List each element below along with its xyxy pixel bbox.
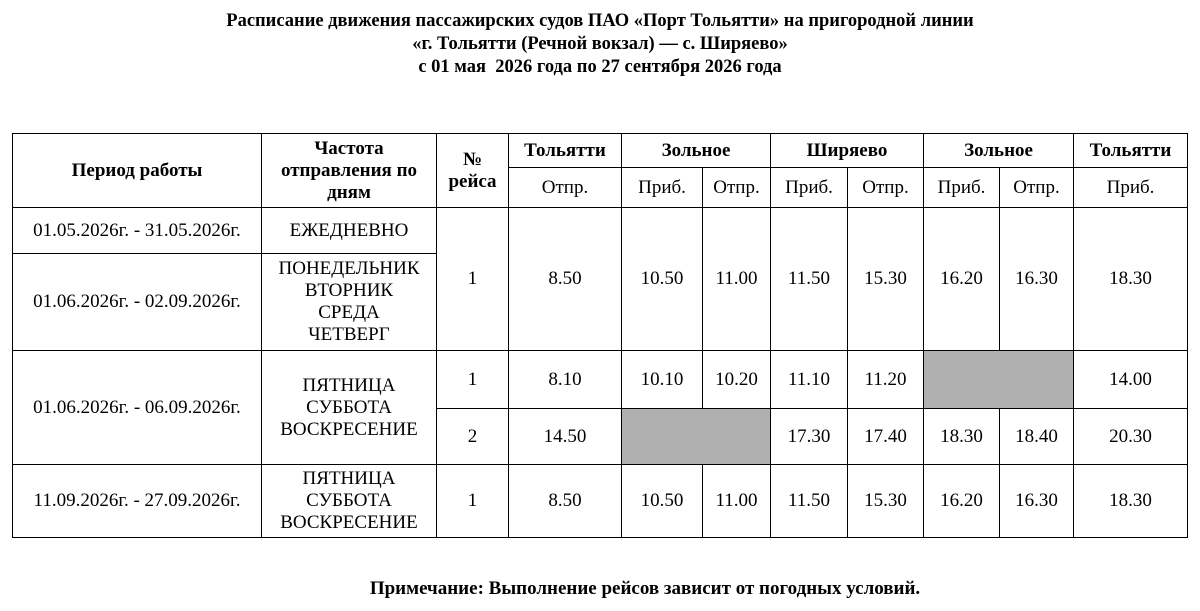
- time-cell: 11.00: [703, 208, 771, 351]
- time-cell: 20.30: [1074, 409, 1188, 465]
- weather-note: Примечание: Выполнение рейсов зависит от погодных условий.: [369, 578, 921, 599]
- time-cell: 18.30: [1074, 465, 1188, 538]
- sub-arrive: Приб.: [622, 168, 703, 208]
- time-cell: 10.10: [622, 351, 703, 409]
- time-cell: 8.50: [509, 465, 622, 538]
- sub-depart: Отпр.: [703, 168, 771, 208]
- time-cell: 16.30: [1000, 208, 1074, 351]
- time-cell: 11.10: [771, 351, 848, 409]
- sub-arrive: Приб.: [1074, 168, 1188, 208]
- time-cell: 10.50: [622, 465, 703, 538]
- time-cell: 10.50: [622, 208, 703, 351]
- header-frequency: Частота отправления по дням: [262, 134, 437, 208]
- days-cell: ПОНЕДЕЛЬНИК ВТОРНИК СРЕДА ЧЕТВЕРГ: [262, 254, 437, 351]
- table-row: [13, 208, 1188, 254]
- header-trip-number: № рейса: [437, 134, 509, 208]
- time-cell: 18.30: [924, 409, 1000, 465]
- sub-depart: Отпр.: [848, 168, 924, 208]
- time-cell: 15.30: [848, 465, 924, 538]
- time-cell: 17.40: [848, 409, 924, 465]
- period-cell: 01.06.2026г. - 06.09.2026г.: [13, 351, 262, 465]
- time-cell: 18.40: [1000, 409, 1074, 465]
- title-line-1: Расписание движения пассажирских судов ПАО «Порт Тольятти» на пригородной линии: [226, 11, 974, 31]
- time-cell: 16.20: [924, 208, 1000, 351]
- header-station-togliatti-arrive: Тольятти: [1074, 134, 1188, 168]
- header-row-1: [13, 134, 1188, 168]
- time-cell: 14.50: [509, 409, 622, 465]
- time-cell: 11.20: [848, 351, 924, 409]
- period-cell: 01.06.2026г. - 02.09.2026г.: [13, 254, 262, 351]
- header-station-shiryaevo: Ширяево: [771, 134, 924, 168]
- document-title: [0, 10, 1200, 79]
- time-cell: 11.50: [771, 465, 848, 538]
- sub-arrive: Приб.: [924, 168, 1000, 208]
- trip-number-cell: 1: [437, 351, 509, 409]
- time-cell: 8.10: [509, 351, 622, 409]
- time-cell: 11.00: [703, 465, 771, 538]
- time-cell: 10.20: [703, 351, 771, 409]
- days-cell: ПЯТНИЦА СУББОТА ВОСКРЕСЕНИЕ: [262, 465, 437, 538]
- sub-depart: Отпр.: [509, 168, 622, 208]
- sub-arrive: Приб.: [771, 168, 848, 208]
- no-service-cell: [924, 351, 1074, 409]
- time-cell: 18.30: [1074, 208, 1188, 351]
- period-cell: 01.05.2026г. - 31.05.2026г.: [13, 208, 262, 254]
- title-line-3: с 01 мая 2026 года по 27 сентября 2026 года: [418, 57, 782, 77]
- days-cell: ЕЖЕДНЕВНО: [262, 208, 437, 254]
- time-cell: 14.00: [1074, 351, 1188, 409]
- no-service-cell: [622, 409, 771, 465]
- header-station-zolnoe-2: Зольное: [924, 134, 1074, 168]
- table-row: [13, 465, 1188, 538]
- table-row: [13, 351, 1188, 409]
- trip-number-cell: 2: [437, 409, 509, 465]
- trip-number-cell: 1: [437, 208, 509, 351]
- header-station-togliatti-depart: Тольятти: [509, 134, 622, 168]
- time-cell: 16.20: [924, 465, 1000, 538]
- days-cell: ПЯТНИЦА СУББОТА ВОСКРЕСЕНИЕ: [262, 351, 437, 465]
- time-cell: 15.30: [848, 208, 924, 351]
- sub-depart: Отпр.: [1000, 168, 1074, 208]
- trip-number-cell: 1: [437, 465, 509, 538]
- period-cell: 11.09.2026г. - 27.09.2026г.: [13, 465, 262, 538]
- time-cell: 8.50: [509, 208, 622, 351]
- time-cell: 11.50: [771, 208, 848, 351]
- time-cell: 16.30: [1000, 465, 1074, 538]
- header-period: Период работы: [13, 134, 262, 208]
- time-cell: 17.30: [771, 409, 848, 465]
- schedule-table: [12, 133, 1188, 538]
- header-station-zolnoe-1: Зольное: [622, 134, 771, 168]
- title-line-2: «г. Тольятти (Речной вокзал) — с. Ширяево»: [412, 34, 788, 54]
